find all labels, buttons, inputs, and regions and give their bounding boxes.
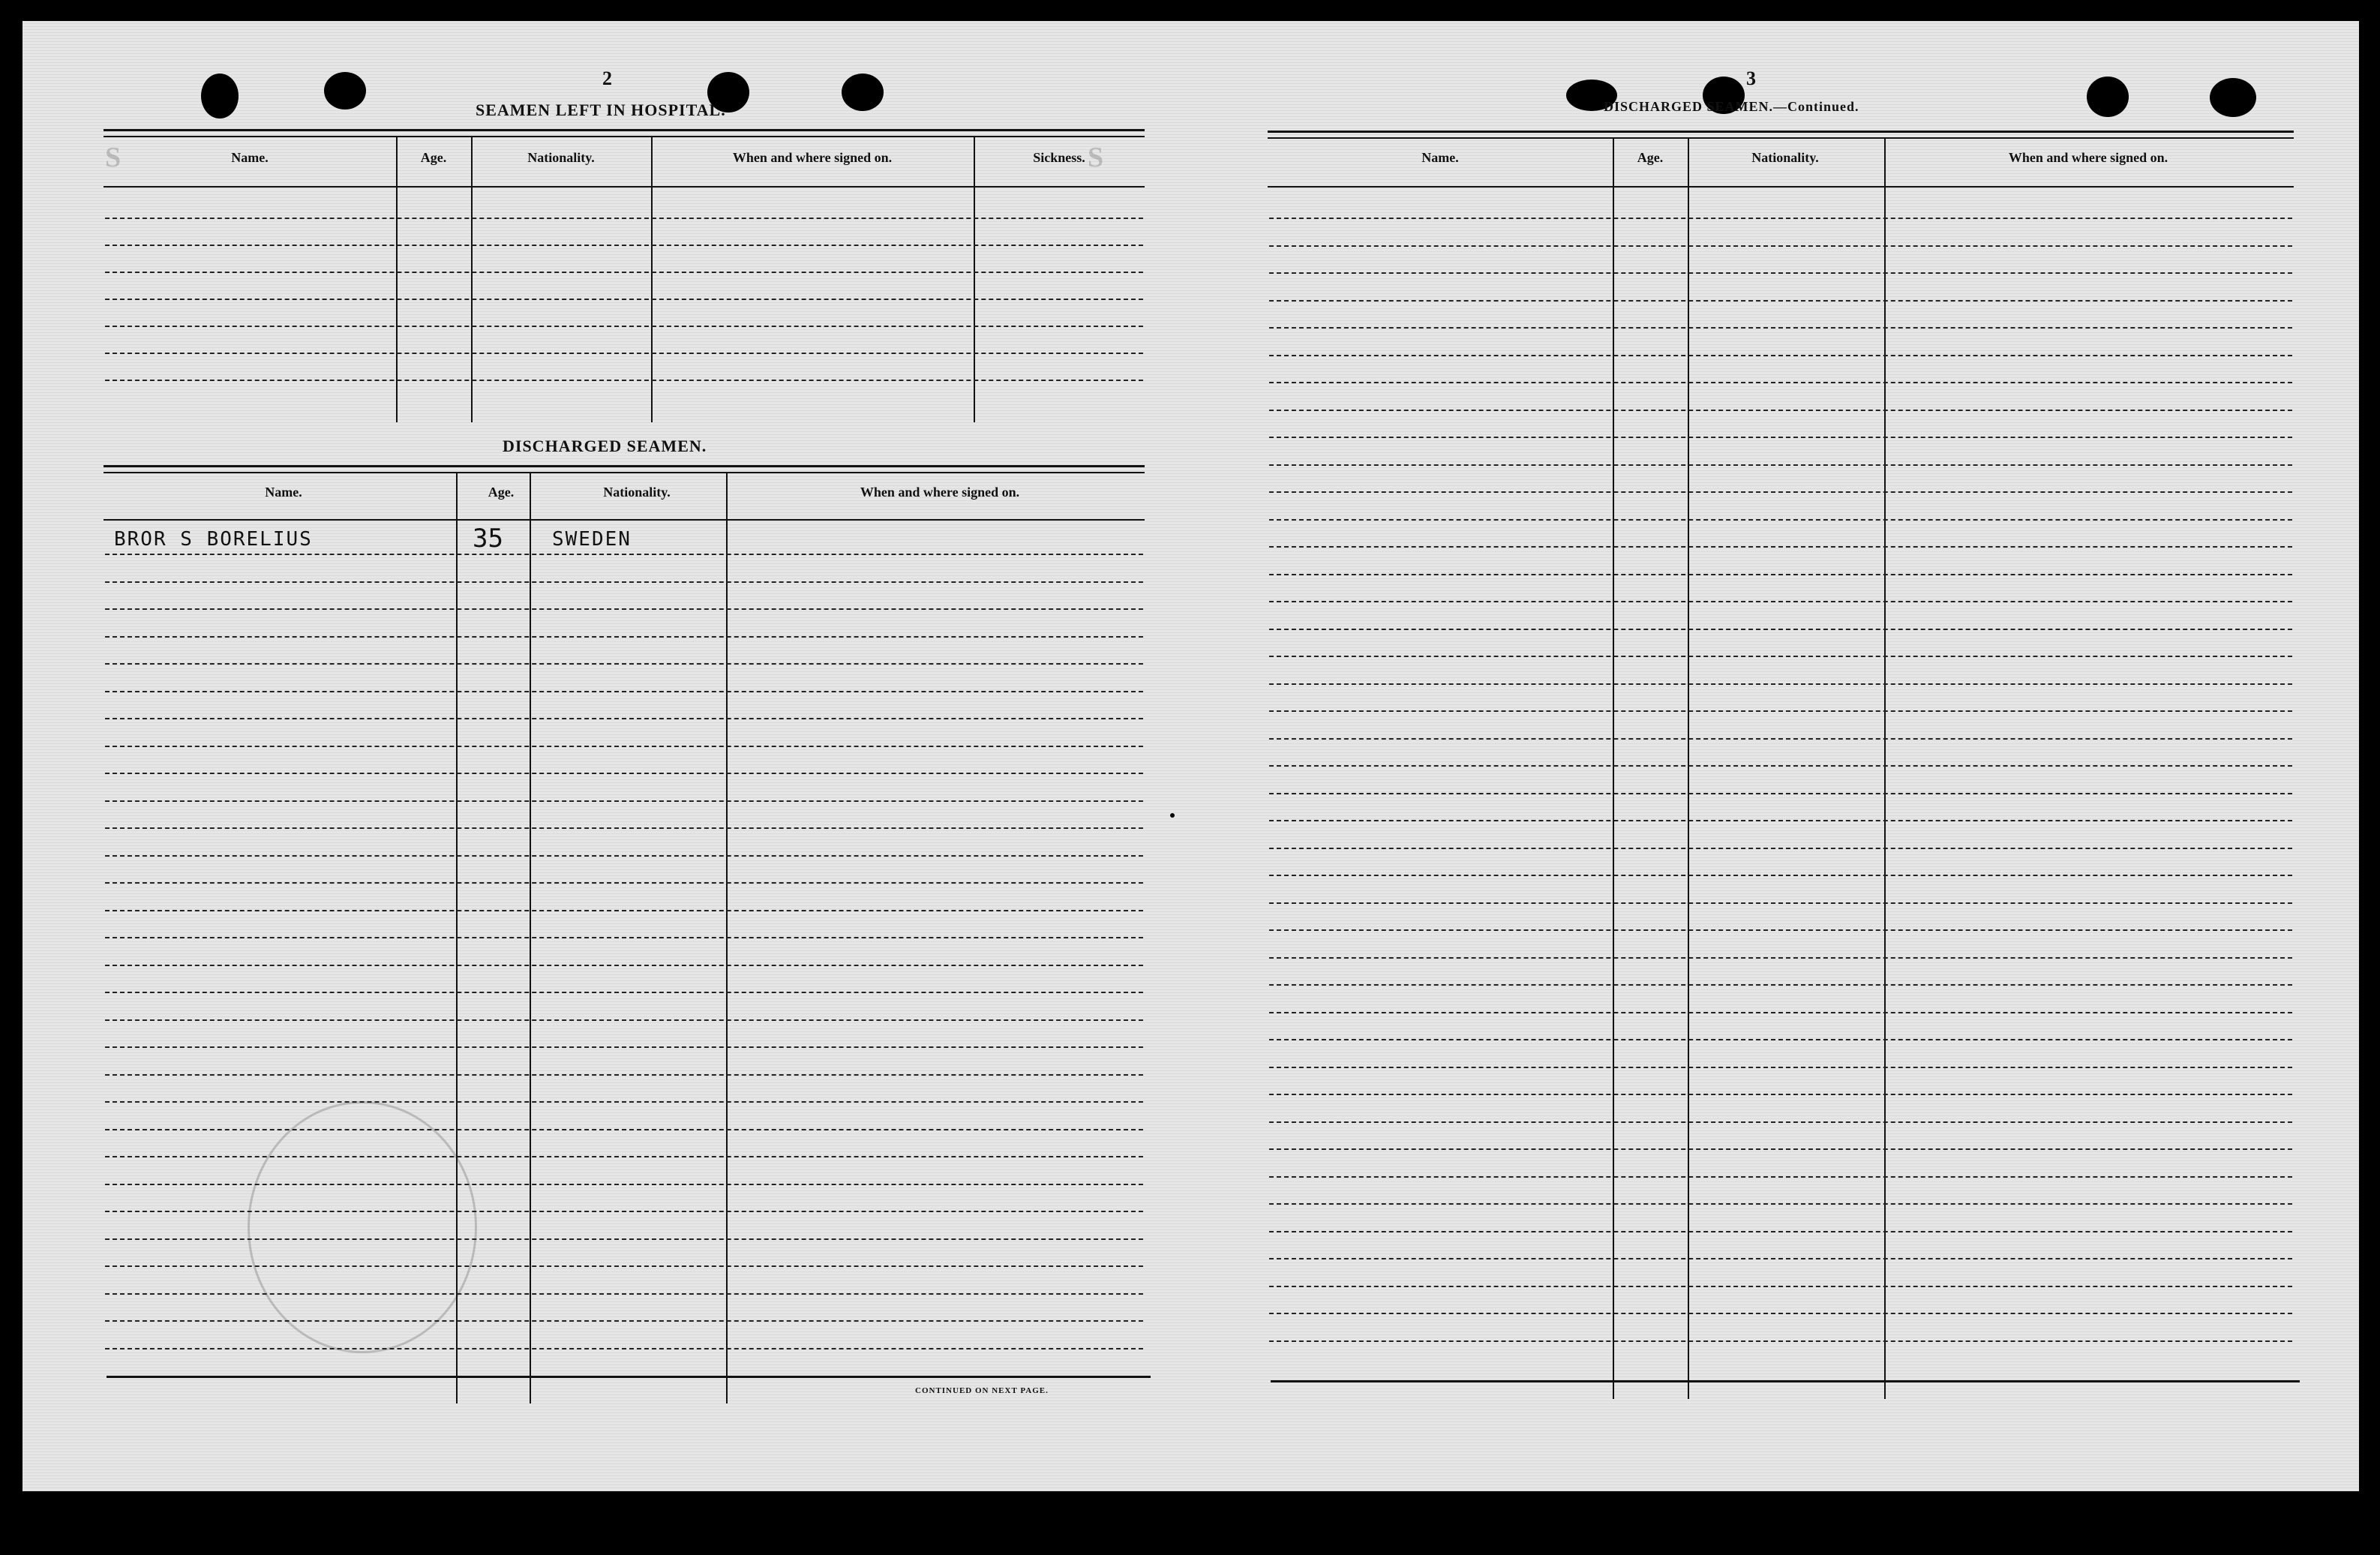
document-sheet [23,21,2359,1491]
ruled-line [105,581,1143,583]
ruled-line [105,608,1143,610]
ruled-line [1269,1340,2292,1342]
ruled-line [1269,327,2292,329]
seaman-name: BROR S BORELIUS [114,528,313,551]
ruled-line [1269,1012,2292,1013]
discharged-top-rule-2 [104,472,1145,473]
ruled-line [105,855,1143,857]
ruled-line [105,1101,1143,1103]
ruled-line [1269,1203,2292,1205]
ruled-line [105,1046,1143,1048]
ruled-line [1269,820,2292,821]
ruled-line [1269,793,2292,794]
ruled-line [1269,957,2292,959]
hospital-header-rule [104,186,1145,188]
ruled-line [1269,1286,2292,1287]
seaman-age: 35 [473,524,503,554]
ruled-line [105,554,1143,555]
ruled-line [1269,574,2292,575]
ruled-line [105,1184,1143,1185]
ruled-line [105,1293,1143,1295]
ruled-line [1269,1121,2292,1123]
right-bottom-rule [1271,1380,2300,1382]
ruled-line [105,882,1143,884]
right-col-nationality: Nationality. [1751,150,1819,165]
ruled-line [1269,1039,2292,1040]
ruled-line [105,1129,1143,1130]
ruled-line [105,827,1143,829]
ruled-line [1269,1067,2292,1068]
ruled-line [1269,272,2292,274]
ruled-line [105,992,1143,993]
ruled-line [105,691,1143,692]
right-col-age: Age. [1637,150,1664,165]
ruled-line [105,1348,1143,1349]
ruled-line [1269,656,2292,657]
ruled-line [1269,464,2292,466]
ruled-line [105,636,1143,638]
hospital-col-name: Name. [231,150,269,165]
ruled-line [1269,1176,2292,1178]
ruled-line [105,965,1143,966]
ruled-line [1269,601,2292,602]
hospital-col-signed-on: When and where signed on. [732,150,893,165]
ruled-line [1269,382,2292,383]
ruled-line [105,910,1143,911]
ruled-line [1269,218,2292,219]
discharged-col-name: Name. [265,485,302,500]
ruled-line [105,718,1143,719]
discharged-col-divider [530,473,531,1403]
ruled-line [105,937,1143,938]
punch-hole [324,72,366,110]
right-section-title: DISCHARGED SEAMEN.—Continued. [1604,99,1859,114]
ruled-line [105,299,1143,300]
bleed-through-text: S [105,142,125,173]
ruled-line [105,1156,1143,1157]
continued-footer: CONTINUED ON NEXT PAGE. [915,1386,1049,1395]
right-header-rule [1268,186,2294,188]
punch-hole [842,74,884,111]
discharged-col-nationality: Nationality. [603,485,671,500]
ruled-line [1269,300,2292,302]
ruled-line [1269,491,2292,493]
right-page-number: 3 [1746,68,1756,89]
bleed-through-text: S [1088,142,1107,173]
discharged-section-title: DISCHARGED SEAMEN. [503,437,707,455]
ruled-line [1269,355,2292,356]
ruled-line [1269,875,2292,876]
ruled-line [1269,519,2292,521]
right-col-signed-on: When and where signed on. [2008,150,2168,165]
ruled-line [1269,1094,2292,1095]
ruled-line [105,1320,1143,1322]
punch-hole [2087,77,2129,117]
hospital-col-sickness: Sickness. [1033,150,1085,165]
discharged-col-age: Age. [488,485,515,500]
ruled-line [1269,848,2292,849]
ruled-line [105,1238,1143,1240]
ruled-line [105,245,1143,246]
ink-dot [1170,813,1175,818]
discharged-header-rule [104,519,1145,521]
ruled-line [1269,683,2292,685]
hospital-col-age: Age. [420,150,447,165]
punch-hole [201,74,239,119]
ruled-line [105,1211,1143,1212]
ruled-line [1269,902,2292,904]
ruled-line [1269,410,2292,411]
right-top-rule-2 [1268,137,2294,139]
ruled-line [105,218,1143,219]
ruled-line [105,1019,1143,1021]
left-page-number: 2 [602,68,612,89]
hospital-top-rule-2 [104,136,1145,137]
ruled-line [1269,984,2292,986]
hospital-top-rule [104,129,1145,131]
ruled-line [105,353,1143,354]
ruled-line [1269,1258,2292,1259]
ruled-line [1269,437,2292,438]
ruled-line [105,800,1143,802]
ruled-line [1269,1231,2292,1232]
ruled-line [1269,710,2292,712]
seaman-nationality: SWEDEN [552,528,632,551]
discharged-col-signed-on: When and where signed on. [860,485,1020,500]
discharged-col-divider [726,473,728,1403]
ruled-line [105,326,1143,327]
ruled-line [1269,1148,2292,1150]
ruled-line [105,272,1143,273]
ruled-line [1269,929,2292,931]
ruled-line [1269,245,2292,247]
ruled-line [105,380,1143,381]
ruled-line [1269,1313,2292,1314]
right-col-name: Name. [1421,150,1459,165]
ruled-line [105,773,1143,774]
faded-stamp [248,1101,477,1353]
discharged-bottom-rule [107,1376,1151,1378]
punch-hole [2210,78,2256,117]
discharged-top-rule [104,465,1145,467]
discharged-col-divider [456,473,458,1403]
ruled-line [1269,629,2292,630]
ruled-line [1269,738,2292,740]
ruled-line [105,746,1143,747]
ruled-line [105,663,1143,665]
ruled-line [105,1074,1143,1076]
ruled-line [1269,546,2292,548]
ruled-line [105,1265,1143,1267]
hospital-col-nationality: Nationality. [527,150,595,165]
hospital-section-title: SEAMEN LEFT IN HOSPITAL. [476,101,726,119]
ruled-line [1269,765,2292,767]
right-top-rule [1268,131,2294,133]
